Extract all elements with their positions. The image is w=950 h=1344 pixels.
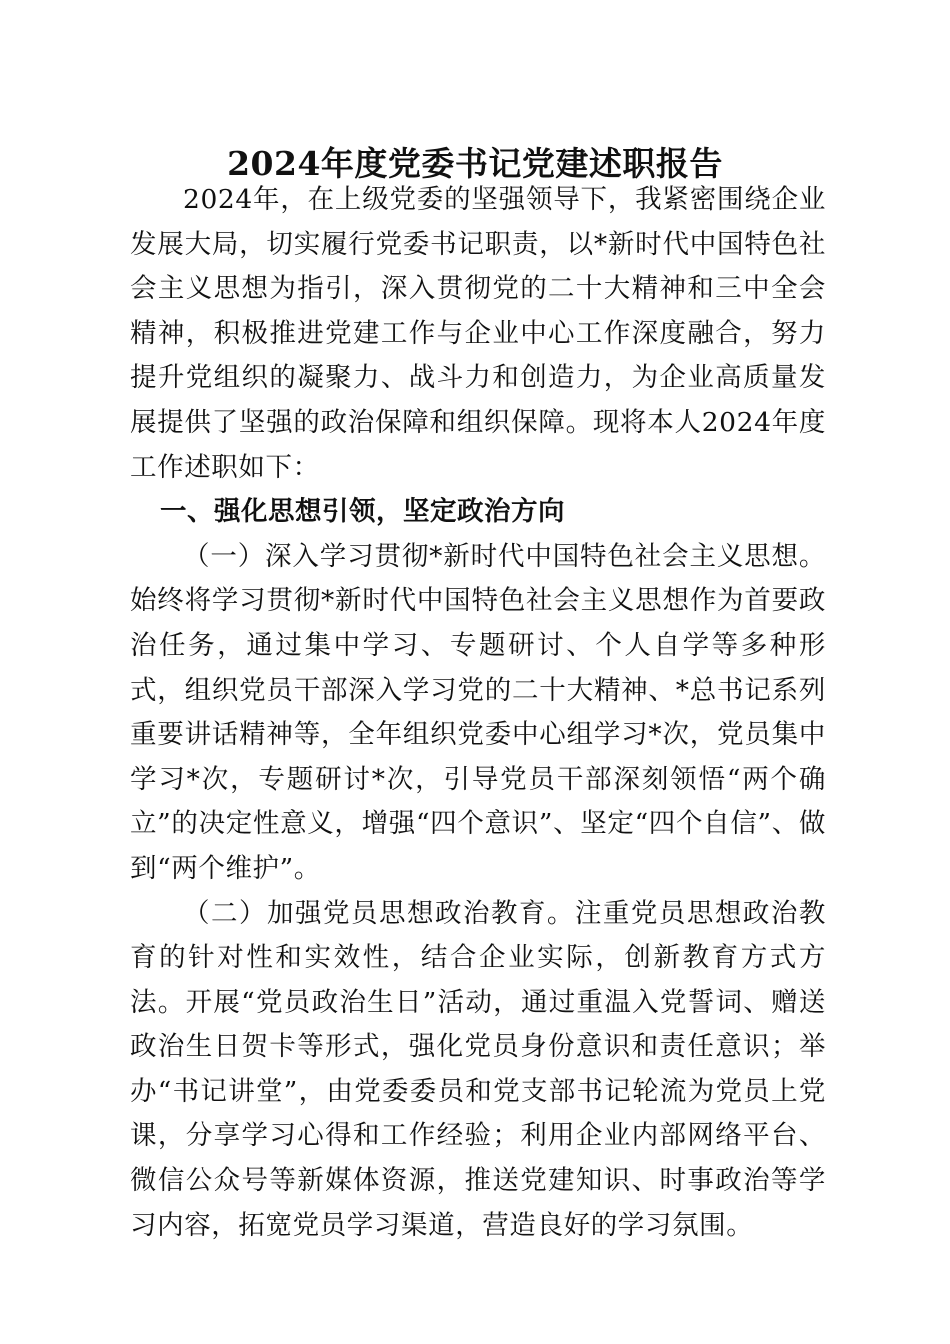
document-title: 2024年度党委书记党建述职报告	[227, 144, 723, 183]
document-body	[130, 178, 826, 1248]
section-heading: 一、强化思想引领，坚定政治方向	[160, 496, 565, 528]
subsection-text: 注重党员思想政治教育的针对性和实效性，结合企业实际，创新教育方式方法。开展“党员政治生日”活动，通过重温入党誓词、赠送政治生日贺卡等形式，强化党员身份意识和责任意识；举办“书记讲堂”，由党委委员和党支部书记轮流为党员上党课，分享学习心得和工作经验；利用企业内部网络平台、微信公众号等新媒体资源，推送党建知识、时事政治等学习内容，拓宽党员学习渠道，营造良好的学习氛围。	[130, 897, 826, 1241]
subsection-text: 始终将学习贯彻*新时代中国特色社会主义思想作为首要政治任务，通过集中学习、专题研讨、个人自学等多种形式，组织党员干部深入学习党的二十大精神、*总书记系列重要讲话精神等，全年组织党委中心组学习*次，党员集中学习*次，专题研讨*次，引导党员干部深刻领悟“两个确立”的决定性意义，增强“四个意识”、坚定“四个自信”、做到“两个维护”。	[130, 585, 826, 884]
subsection-paragraph	[130, 535, 826, 892]
subsection-paragraph	[130, 892, 826, 1249]
intro-paragraph: 2024年，在上级党委的坚强领导下，我紧密围绕企业发展大局，切实履行党委书记职责，以*新时代中国特色社会主义思想为指引，深入贯彻党的二十大精神和三中全会精神，积极推进党建工作与企业中心工作深度融合，努力提升党组织的凝聚力、战斗力和创造力，为企业高质量发展提供了坚强的政治保障和组织保障。现将本人2024年度工作述职如下：	[130, 184, 826, 483]
subsection-lead: （一）深入学习贯彻*新时代中国特色社会主义思想。	[183, 540, 826, 572]
subsection-lead: （二）加强党员思想政治教育。	[183, 897, 575, 929]
